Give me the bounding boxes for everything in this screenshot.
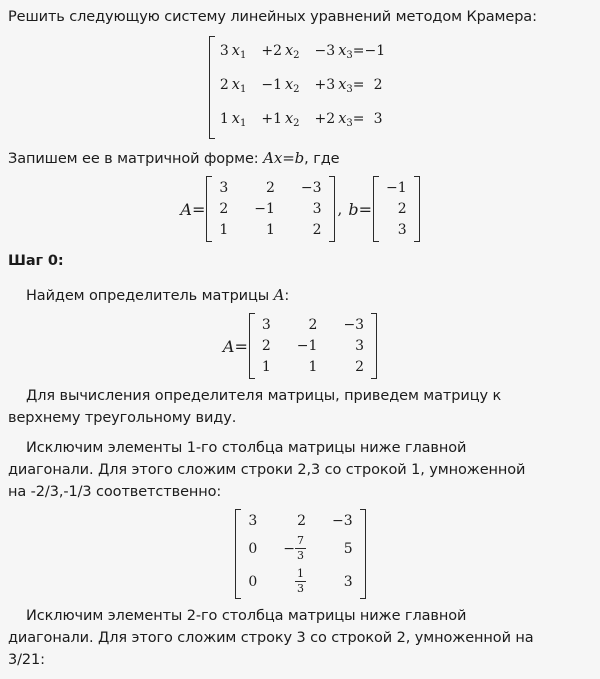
variable: x bbox=[284, 77, 294, 93]
paragraph-line: 3/21: bbox=[8, 652, 45, 668]
variable-subscript: 3 bbox=[346, 118, 353, 129]
coefficient: 1 bbox=[219, 111, 229, 127]
equation-term bbox=[220, 110, 246, 133]
equation-term bbox=[220, 42, 246, 65]
equation-row bbox=[220, 76, 385, 99]
coefficient: +2 bbox=[261, 43, 282, 59]
fraction-numerator: 7 bbox=[297, 534, 304, 547]
right-bracket-icon bbox=[329, 176, 335, 242]
matrix-definitions bbox=[180, 176, 419, 242]
fraction-denominator: 3 bbox=[297, 549, 304, 562]
matrix-cell-fraction bbox=[283, 535, 306, 562]
equation-term bbox=[315, 76, 383, 99]
triangular-matrix-grid bbox=[241, 509, 359, 599]
equation-system bbox=[209, 36, 391, 139]
paragraph-line: диагонали. Для этого сложим строку 3 со строкой 2, умноженной на bbox=[8, 630, 534, 646]
matrix-form-sentence bbox=[8, 147, 592, 170]
triangular-matrix-block bbox=[8, 509, 592, 599]
vector-b-grid bbox=[379, 176, 414, 242]
fraction-denominator: 3 bbox=[297, 582, 304, 595]
matrix-cell: 2 bbox=[355, 359, 365, 375]
matrix-cell: 3 bbox=[248, 513, 258, 529]
paragraph-line: Исключим элементы 1-го столбца матрицы ниже главной bbox=[26, 440, 467, 456]
fraction bbox=[295, 535, 306, 562]
matrix-cell: 3 bbox=[343, 573, 353, 590]
equals-sign: = bbox=[352, 111, 365, 127]
equals-sign: = bbox=[352, 77, 365, 93]
step-heading: Шаг 0: bbox=[8, 253, 64, 269]
matrix-form-equation: Ax=b bbox=[263, 149, 305, 167]
matrix-cell: −1 bbox=[296, 338, 318, 354]
matrix-cell: −1 bbox=[254, 201, 275, 217]
matrix-a-label: A bbox=[180, 199, 192, 219]
variable-subscript: 1 bbox=[239, 118, 247, 129]
variable-subscript: 1 bbox=[239, 84, 247, 95]
matrix-cell: 2 bbox=[265, 180, 275, 196]
variable: x bbox=[284, 111, 294, 127]
equation-term bbox=[315, 110, 383, 133]
system-rows bbox=[215, 36, 391, 139]
variable: x bbox=[231, 77, 240, 93]
matrix-cell-fraction bbox=[295, 568, 306, 595]
matrix-form-prefix: Запишем ее в матричной форме: bbox=[8, 151, 264, 167]
right-bracket-icon bbox=[360, 509, 366, 599]
equals-sign: = bbox=[191, 199, 206, 219]
eliminate-col1-paragraph bbox=[8, 437, 592, 503]
matrix-cell: 3 bbox=[312, 201, 322, 217]
equation-term bbox=[261, 110, 299, 133]
right-hand-side: 2 bbox=[373, 77, 383, 93]
upper-triangular-paragraph bbox=[8, 385, 592, 429]
matrix-a-label: A bbox=[222, 336, 235, 356]
paragraph-line: на -2/3,-1/3 соответственно: bbox=[8, 484, 222, 500]
matrix-a-step0 bbox=[223, 313, 377, 379]
matrix-cell: 2 bbox=[297, 513, 306, 529]
right-hand-side: −1 bbox=[364, 43, 386, 59]
right-bracket-icon bbox=[414, 176, 420, 242]
coefficient: +2 bbox=[314, 111, 336, 127]
triangular-matrix bbox=[235, 509, 365, 599]
coefficient: −3 bbox=[314, 43, 336, 59]
comma-separator: , bbox=[337, 200, 343, 218]
matrix-cell: 3 bbox=[355, 338, 365, 354]
eliminate-col2-paragraph bbox=[8, 605, 592, 671]
variable: x bbox=[231, 43, 240, 59]
equation-row bbox=[220, 110, 385, 133]
matrix-a bbox=[206, 176, 334, 242]
variable-subscript: 2 bbox=[293, 50, 300, 61]
coefficient: 2 bbox=[219, 77, 229, 93]
matrix-definitions-block bbox=[8, 176, 592, 242]
matrix-cell: 2 bbox=[261, 338, 271, 354]
variable-subscript: 3 bbox=[346, 84, 353, 95]
vector-b-label: b bbox=[348, 199, 359, 219]
find-determinant-sentence bbox=[8, 284, 592, 307]
vector-b bbox=[373, 176, 420, 242]
paragraph-line: диагонали. Для этого сложим строки 2,3 со строкой 1, умноженной bbox=[8, 462, 526, 478]
variable: x bbox=[284, 43, 294, 59]
matrix-cell: 3 bbox=[219, 180, 229, 196]
equation-system-block bbox=[8, 36, 592, 139]
matrix-cell: 1 bbox=[265, 222, 275, 238]
matrix-a bbox=[249, 313, 377, 379]
vector-cell: 3 bbox=[397, 222, 407, 238]
matrix-cell: 5 bbox=[343, 540, 353, 557]
paragraph-line: верхнему треугольному виду. bbox=[8, 410, 237, 426]
matrix-a-step0-block bbox=[8, 313, 592, 379]
equation-term bbox=[261, 76, 299, 99]
coefficient: −1 bbox=[261, 77, 282, 93]
fraction-numerator: 1 bbox=[297, 567, 304, 580]
equation-term bbox=[220, 76, 246, 99]
matrix-cell: 1 bbox=[261, 359, 271, 375]
matrix-cell: 2 bbox=[219, 201, 229, 217]
fraction bbox=[295, 568, 306, 595]
matrix-cell: 2 bbox=[312, 222, 322, 238]
matrix-cell: 1 bbox=[308, 359, 318, 375]
matrix-cell: 2 bbox=[308, 317, 318, 333]
vector-cell: −1 bbox=[385, 180, 407, 196]
variable: x bbox=[338, 111, 347, 127]
variable: x bbox=[338, 43, 347, 59]
matrix-cell: 1 bbox=[219, 222, 229, 238]
equation-term bbox=[315, 42, 386, 65]
variable-subscript: 2 bbox=[293, 118, 300, 129]
equation-term bbox=[261, 42, 299, 65]
matrix-cell: 0 bbox=[248, 540, 258, 557]
equation-row bbox=[220, 42, 385, 65]
paragraph-line: Для вычисления определителя матрицы, приведем матрицу к bbox=[26, 388, 502, 404]
matrix-cell: −3 bbox=[300, 180, 322, 196]
equals-sign: = bbox=[358, 199, 372, 219]
variable-subscript: 2 bbox=[293, 84, 300, 95]
variable-subscript: 3 bbox=[346, 50, 353, 61]
matrix-cell: −3 bbox=[332, 513, 353, 529]
matrix-cell: 3 bbox=[261, 317, 271, 333]
matrix-form-suffix: , где bbox=[304, 151, 340, 167]
problem-statement: Решить следующую систему линейных уравнений методом Крамера: bbox=[8, 9, 537, 25]
minus-sign: − bbox=[283, 540, 295, 557]
coefficient: +1 bbox=[261, 111, 282, 127]
coefficient: 3 bbox=[219, 43, 229, 59]
matrix-cell: 0 bbox=[248, 573, 258, 590]
equals-sign: = bbox=[234, 336, 248, 356]
matrix-a-grid bbox=[255, 313, 371, 379]
matrix-cell: −3 bbox=[343, 317, 365, 333]
matrix-a-symbol: A bbox=[273, 286, 285, 304]
find-determinant-prefix: Найдем определитель матрицы bbox=[26, 288, 274, 304]
coefficient: +3 bbox=[314, 77, 336, 93]
variable: x bbox=[231, 111, 240, 127]
paragraph-line: Исключим элементы 2-го столбца матрицы ниже главной bbox=[26, 608, 467, 624]
variable-subscript: 1 bbox=[239, 50, 247, 61]
right-hand-side: 3 bbox=[373, 111, 383, 127]
find-determinant-suffix: : bbox=[284, 288, 290, 304]
equals-sign: = bbox=[352, 43, 365, 59]
vector-cell: 2 bbox=[397, 201, 407, 217]
matrix-a-grid bbox=[212, 176, 328, 242]
right-bracket-icon bbox=[371, 313, 377, 379]
variable: x bbox=[338, 77, 347, 93]
